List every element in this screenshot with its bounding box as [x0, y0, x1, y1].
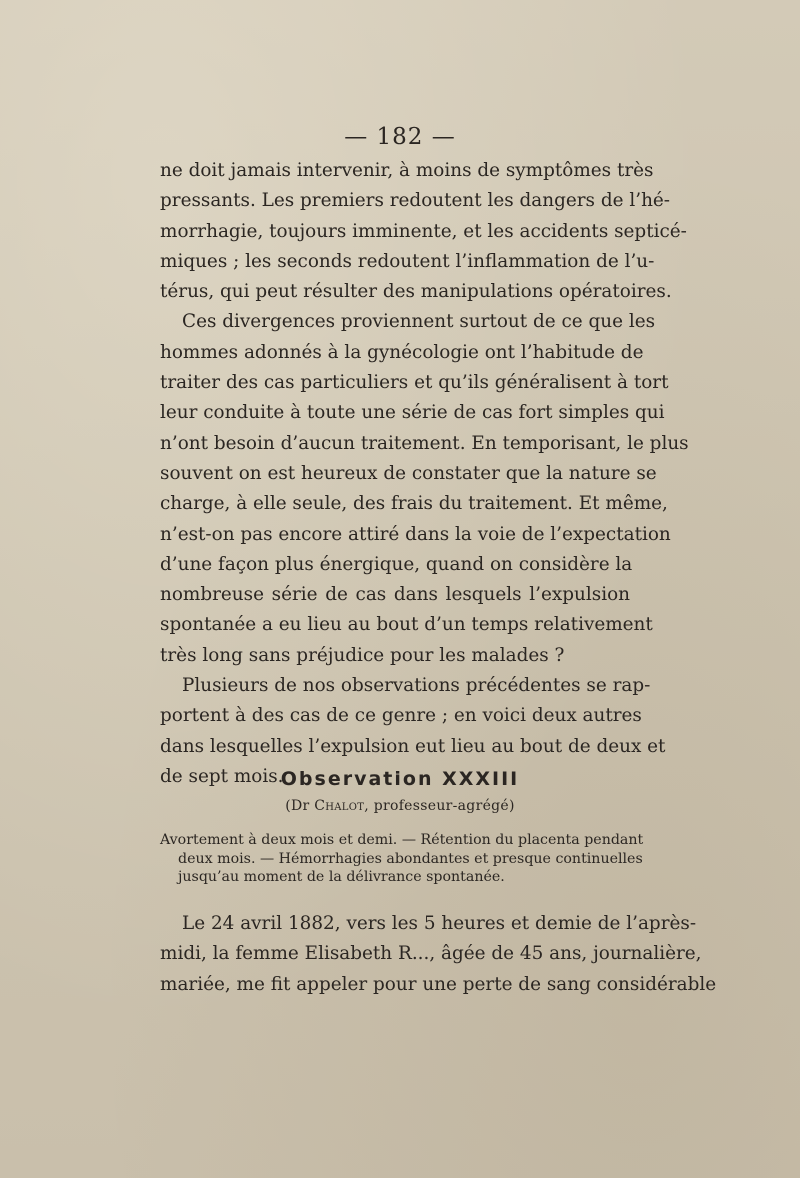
- text-line: hommes adonnés à la gynécologie ont l’habitude de: [160, 341, 644, 363]
- text-line: Le 24 avril 1882, vers les 5 heures et demie de l’après-: [182, 913, 697, 934]
- text-line: midi, la femme Elisabeth R..., âgée de 45 ans, journalière,: [160, 943, 702, 965]
- text-line: de sept mois.: [160, 765, 284, 787]
- summary-line: deux mois. — Hémorrhagies abondantes et presque continuelles: [178, 850, 643, 867]
- text-line: ne doit jamais intervenir, à moins de symptômes très: [160, 160, 654, 181]
- summary-line: jusqu’au moment de la délivrance spontanée.: [178, 869, 505, 885]
- text-line: dans lesquelles l’expulsion eut lieu au bout de deux et: [160, 735, 666, 757]
- text-line: charge, à elle seule, des frais du traitement. Et même,: [160, 493, 668, 515]
- observation-author: [0, 798, 800, 814]
- text-line: n’ont besoin d’aucun traitement. En temporisant, le plus: [160, 432, 689, 454]
- text-line: mariée, me fit appeler pour une perte de sang considérable: [160, 973, 717, 995]
- text-line: très long sans préjudice pour les malades ?: [160, 644, 565, 666]
- text-line: Ces divergences proviennent surtout de ce que les: [182, 311, 656, 333]
- text-line: portent à des cas de ce genre ; en voici deux autres: [160, 705, 642, 727]
- text-line: miques ; les seconds redoutent l’inflammation de l’u-: [160, 250, 655, 272]
- text-line: n’est-on pas encore attiré dans la voie de l’expectation: [160, 523, 671, 545]
- text-line: d’une façon plus énergique, quand on considère la: [160, 553, 633, 575]
- body-paragraphs: [160, 156, 689, 792]
- summary-line: Avortement à deux mois et demi. — Rétention du placenta pendant: [160, 832, 644, 848]
- text-line: souvent on est heureux de constater que la nature se: [160, 462, 657, 484]
- page-number: — 182 —: [344, 124, 456, 150]
- author-name: Chalot: [314, 798, 365, 814]
- observation-summary: [160, 831, 644, 887]
- text-line: morrhagie, toujours imminente, et les accidents septicé-: [160, 220, 687, 242]
- author-suffix: , professeur-agrégé): [364, 798, 515, 814]
- author-prefix: (Dr: [285, 798, 315, 814]
- text-line: Plusieurs de nos observations précédentes se rap-: [182, 675, 651, 697]
- text-line: spontanée a eu lieu au bout d’un temps relativement: [160, 614, 653, 636]
- observation-title: Observation XXXIII: [280, 768, 520, 790]
- text-line: térus, qui peut résulter des manipulations opératoires.: [160, 281, 672, 303]
- text-line: nombreuse série de cas dans lesquels l’expulsion: [160, 584, 630, 606]
- text-line: leur conduite à toute une série de cas fort simples qui: [160, 402, 665, 424]
- observation-body: [160, 909, 717, 1000]
- text-line: pressants. Les premiers redoutent les dangers de l’hé-: [160, 190, 671, 212]
- text-line: traiter des cas particuliers et qu’ils généralisent à tort: [160, 372, 669, 394]
